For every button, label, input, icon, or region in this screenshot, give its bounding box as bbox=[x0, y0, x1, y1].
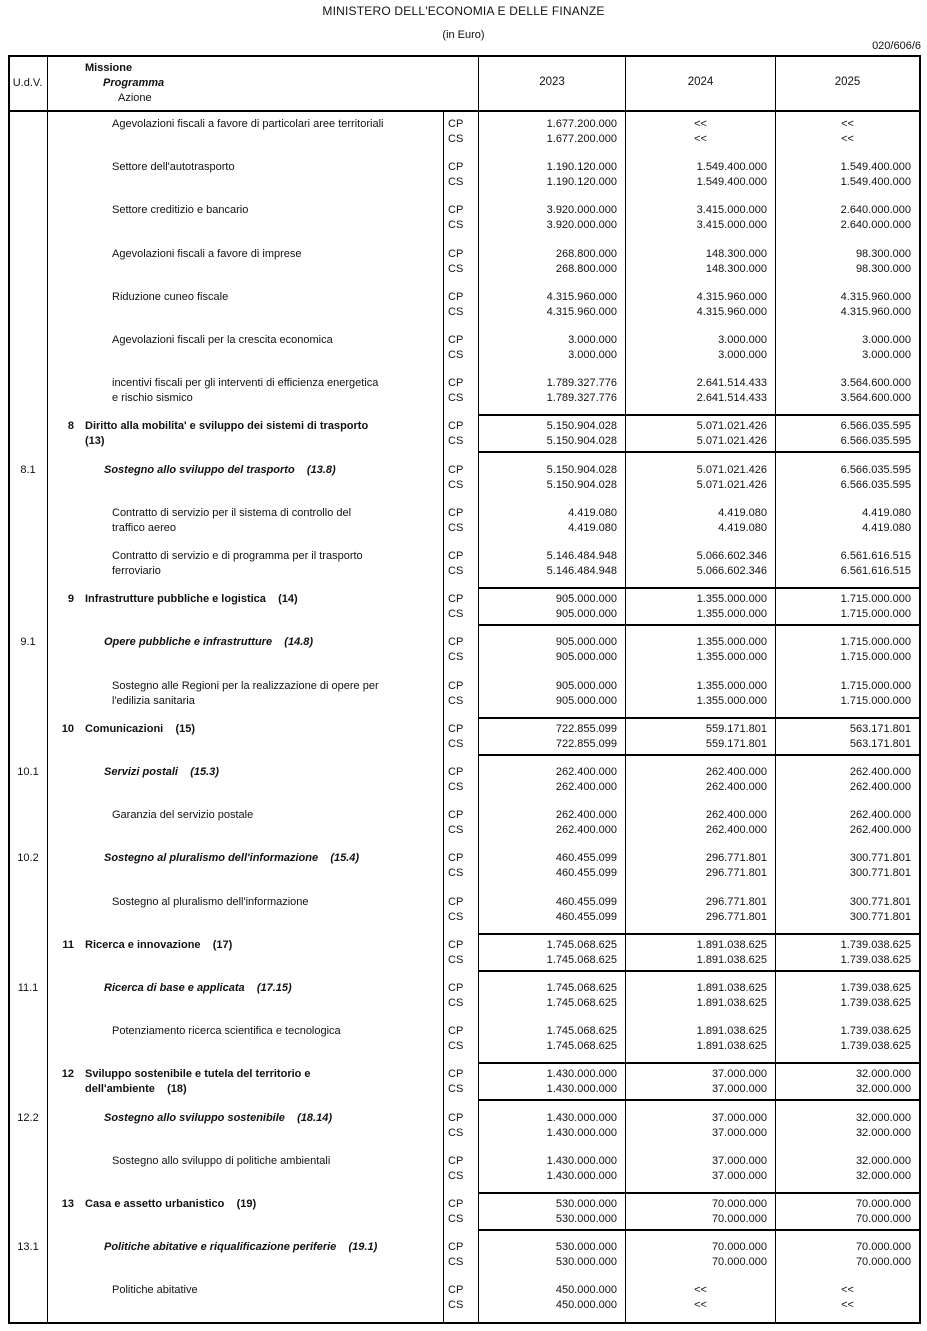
value-2023-cp: 1.745.068.625 bbox=[546, 939, 617, 951]
value-2025-cs: 32.000.000 bbox=[855, 1170, 911, 1182]
value-2023-cp: 5.150.904.028 bbox=[546, 464, 617, 476]
missione-label: Ricerca e innovazione (17) bbox=[85, 939, 233, 951]
cp-label: CP bbox=[448, 377, 464, 389]
value-2023-cs: 1.190.120.000 bbox=[546, 176, 617, 188]
value-2023-cs: 4.315.960.000 bbox=[546, 306, 617, 318]
cp-label: CP bbox=[448, 593, 464, 605]
value-2023-cp: 268.800.000 bbox=[555, 248, 617, 260]
ministry-title: MINISTERO DELL'ECONOMIA E DELLE FINANZE bbox=[322, 4, 605, 18]
cp-label: CP bbox=[448, 334, 464, 346]
value-2023-cs: 1.430.000.000 bbox=[546, 1083, 617, 1095]
cp-label: CP bbox=[448, 723, 464, 735]
cs-label: CS bbox=[448, 1299, 464, 1311]
value-2024-cs: 2.641.514.433 bbox=[696, 392, 767, 404]
cs-label: CS bbox=[448, 867, 464, 879]
value-2025-cp: 6.566.035.595 bbox=[840, 420, 911, 432]
value-2024-cs: 70.000.000 bbox=[711, 1256, 767, 1268]
cp-label: CP bbox=[448, 809, 464, 821]
cp-label: CP bbox=[448, 1068, 464, 1080]
value-2025-cp: << bbox=[841, 118, 854, 130]
value-2025-cp: 262.400.000 bbox=[849, 766, 911, 778]
programma-label: Servizi postali (15.3) bbox=[104, 766, 219, 778]
value-2025-cp: << bbox=[841, 1284, 854, 1296]
missione-number: 10 bbox=[61, 723, 74, 735]
value-2024-cp: 1.355.000.000 bbox=[696, 593, 767, 605]
udv-code: 10.1 bbox=[17, 766, 39, 778]
missione-number: 9 bbox=[67, 593, 74, 605]
cp-label: CP bbox=[448, 550, 464, 562]
value-2025-cs: << bbox=[841, 133, 854, 145]
azione-label: l'edilizia sanitaria bbox=[112, 695, 195, 707]
value-2025-cp: 300.771.801 bbox=[849, 852, 911, 864]
udv-code: 9.1 bbox=[20, 636, 36, 648]
azione-label: Sostegno al pluralismo dell'informazione bbox=[112, 896, 309, 908]
azione-label: Potenziamento ricerca scientifica e tecnologica bbox=[112, 1025, 341, 1037]
value-2023-cp: 4.315.960.000 bbox=[546, 291, 617, 303]
value-2023-cp: 905.000.000 bbox=[555, 636, 617, 648]
cp-label: CP bbox=[448, 464, 464, 476]
azione-label: Politiche abitative bbox=[112, 1284, 198, 1296]
value-2024-cp: 1.549.400.000 bbox=[696, 161, 767, 173]
missione-number: 8 bbox=[67, 420, 74, 432]
value-2023-cp: 905.000.000 bbox=[555, 593, 617, 605]
value-2023-cs: 1.430.000.000 bbox=[546, 1127, 617, 1139]
value-2024-cp: 37.000.000 bbox=[711, 1155, 767, 1167]
value-2023-cp: 905.000.000 bbox=[555, 680, 617, 692]
cp-label: CP bbox=[448, 118, 464, 130]
azione-label: incentivi fiscali per gli interventi di efficienza energetica bbox=[112, 377, 379, 389]
azione-label: traffico aereo bbox=[112, 522, 177, 534]
value-2024-cp: 5.071.021.426 bbox=[696, 464, 767, 476]
value-2024-cp: 148.300.000 bbox=[705, 248, 767, 260]
value-2023-cp: 530.000.000 bbox=[555, 1198, 617, 1210]
cs-label: CS bbox=[448, 435, 464, 447]
value-2025-cs: 2.640.000.000 bbox=[840, 219, 911, 231]
value-2023-cs: 1.677.200.000 bbox=[546, 133, 617, 145]
value-2023-cs: 530.000.000 bbox=[555, 1213, 617, 1225]
missione-label: Casa e assetto urbanistico (19) bbox=[85, 1198, 257, 1210]
cp-label: CP bbox=[448, 1025, 464, 1037]
value-2025-cs: 563.171.801 bbox=[849, 738, 911, 750]
value-2025-cp: 4.419.080 bbox=[862, 507, 911, 519]
azione-label: e rischio sismico bbox=[112, 392, 193, 404]
value-2025-cs: 300.771.801 bbox=[849, 911, 911, 923]
cp-label: CP bbox=[448, 1241, 464, 1253]
value-2023-cs: 4.419.080 bbox=[568, 522, 617, 534]
missione-label: Infrastrutture pubbliche e logistica (14) bbox=[85, 593, 298, 605]
value-2023-cp: 5.150.904.028 bbox=[546, 420, 617, 432]
missione-label: Diritto alla mobilita' e sviluppo dei sistemi di trasporto bbox=[85, 420, 369, 432]
cp-label: CP bbox=[448, 248, 464, 260]
value-2025-cs: 4.419.080 bbox=[862, 522, 911, 534]
value-2025-cp: 1.715.000.000 bbox=[840, 636, 911, 648]
cs-label: CS bbox=[448, 349, 464, 361]
value-2023-cs: 3.920.000.000 bbox=[546, 219, 617, 231]
value-2024-cp: << bbox=[694, 118, 707, 130]
value-2024-cs: 1.891.038.625 bbox=[696, 997, 767, 1009]
value-2023-cs: 905.000.000 bbox=[555, 651, 617, 663]
azione-label: Agevolazioni fiscali per la crescita economica bbox=[112, 334, 333, 346]
cs-label: CS bbox=[448, 651, 464, 663]
value-2024-cs: 262.400.000 bbox=[705, 781, 767, 793]
value-2023-cp: 1.789.327.776 bbox=[546, 377, 617, 389]
programma-header: Programma bbox=[103, 77, 165, 89]
value-2025-cs: 70.000.000 bbox=[855, 1213, 911, 1225]
programma-label: Politiche abitative e riqualificazione periferie (19.1) bbox=[104, 1241, 378, 1253]
value-2024-cs: 148.300.000 bbox=[705, 263, 767, 275]
cp-label: CP bbox=[448, 680, 464, 692]
value-2024-cs: 1.549.400.000 bbox=[696, 176, 767, 188]
value-2024-cp: 1.355.000.000 bbox=[696, 636, 767, 648]
value-2025-cp: 4.315.960.000 bbox=[840, 291, 911, 303]
value-2025-cp: 1.739.038.625 bbox=[840, 982, 911, 994]
azione-label: Garanzia del servizio postale bbox=[112, 809, 254, 821]
value-2025-cp: 70.000.000 bbox=[855, 1198, 911, 1210]
cs-label: CS bbox=[448, 608, 464, 620]
value-2024-cs: 1.355.000.000 bbox=[696, 695, 767, 707]
cs-label: CS bbox=[448, 954, 464, 966]
value-2024-cs: 5.071.021.426 bbox=[696, 435, 767, 447]
azione-label: Riduzione cuneo fiscale bbox=[112, 291, 229, 303]
value-2023-cp: 5.146.484.948 bbox=[546, 550, 617, 562]
cs-label: CS bbox=[448, 695, 464, 707]
value-2023-cs: 1.789.327.776 bbox=[546, 392, 617, 404]
value-2024-cp: 296.771.801 bbox=[705, 852, 767, 864]
value-2025-cs: 70.000.000 bbox=[855, 1256, 911, 1268]
value-2023-cs: 5.150.904.028 bbox=[546, 479, 617, 491]
value-2025-cp: 6.561.616.515 bbox=[840, 550, 911, 562]
value-2024-cs: 5.071.021.426 bbox=[696, 479, 767, 491]
azione-label: Contratto di servizio e di programma per il trasporto bbox=[112, 550, 363, 562]
programma-label: Sostegno al pluralismo dell'informazione (15.4) bbox=[104, 852, 360, 864]
cp-label: CP bbox=[448, 204, 464, 216]
year-header-2025: 2025 bbox=[834, 76, 861, 88]
cp-label: CP bbox=[448, 420, 464, 432]
value-2025-cs: << bbox=[841, 1299, 854, 1311]
document-code: 020/606/6 bbox=[872, 40, 921, 52]
value-2023-cs: 5.146.484.948 bbox=[546, 565, 617, 577]
value-2023-cs: 262.400.000 bbox=[555, 824, 617, 836]
value-2024-cp: 2.641.514.433 bbox=[696, 377, 767, 389]
value-2024-cp: 296.771.801 bbox=[705, 896, 767, 908]
value-2025-cp: 70.000.000 bbox=[855, 1241, 911, 1253]
value-2025-cp: 32.000.000 bbox=[855, 1155, 911, 1167]
value-2023-cp: 450.000.000 bbox=[555, 1284, 617, 1296]
value-2025-cp: 1.739.038.625 bbox=[840, 1025, 911, 1037]
value-2024-cp: << bbox=[694, 1284, 707, 1296]
programma-label: Sostegno allo sviluppo sostenibile (18.14) bbox=[104, 1112, 332, 1124]
value-2023-cp: 1.745.068.625 bbox=[546, 982, 617, 994]
azione-label: ferroviario bbox=[112, 565, 161, 577]
udv-code: 11.1 bbox=[17, 982, 39, 994]
value-2023-cp: 722.855.099 bbox=[555, 723, 617, 735]
value-2025-cp: 1.739.038.625 bbox=[840, 939, 911, 951]
value-2024-cs: 262.400.000 bbox=[705, 824, 767, 836]
value-2024-cs: 4.315.960.000 bbox=[696, 306, 767, 318]
value-2024-cp: 3.415.000.000 bbox=[696, 204, 767, 216]
missione-header: Missione bbox=[85, 62, 133, 74]
cs-label: CS bbox=[448, 738, 464, 750]
value-2023-cp: 1.190.120.000 bbox=[546, 161, 617, 173]
year-header-2024: 2024 bbox=[687, 76, 714, 88]
value-2025-cs: 32.000.000 bbox=[855, 1083, 911, 1095]
cs-label: CS bbox=[448, 1170, 464, 1182]
programma-label: Sostegno allo sviluppo del trasporto (13.8) bbox=[104, 464, 336, 476]
value-2024-cs: 1.891.038.625 bbox=[696, 954, 767, 966]
cp-label: CP bbox=[448, 1198, 464, 1210]
cs-label: CS bbox=[448, 263, 464, 275]
cs-label: CS bbox=[448, 176, 464, 188]
value-2025-cp: 1.715.000.000 bbox=[840, 680, 911, 692]
value-2025-cs: 32.000.000 bbox=[855, 1127, 911, 1139]
value-2024-cs: << bbox=[694, 133, 707, 145]
cs-label: CS bbox=[448, 781, 464, 793]
value-2024-cp: 4.419.080 bbox=[718, 507, 767, 519]
cp-label: CP bbox=[448, 1284, 464, 1296]
value-2024-cp: 4.315.960.000 bbox=[696, 291, 767, 303]
azione-label: Sostegno alle Regioni per la realizzazione di opere per bbox=[112, 680, 379, 692]
value-2025-cs: 6.566.035.595 bbox=[840, 435, 911, 447]
value-2025-cp: 300.771.801 bbox=[849, 896, 911, 908]
cs-label: CS bbox=[448, 392, 464, 404]
value-2023-cs: 450.000.000 bbox=[555, 1299, 617, 1311]
cp-label: CP bbox=[448, 982, 464, 994]
value-2025-cs: 1.715.000.000 bbox=[840, 608, 911, 620]
value-2023-cs: 262.400.000 bbox=[555, 781, 617, 793]
value-2024-cp: 1.891.038.625 bbox=[696, 982, 767, 994]
cs-label: CS bbox=[448, 911, 464, 923]
value-2025-cs: 3.564.600.000 bbox=[840, 392, 911, 404]
value-2024-cs: 37.000.000 bbox=[711, 1127, 767, 1139]
value-2023-cs: 1.430.000.000 bbox=[546, 1170, 617, 1182]
cs-label: CS bbox=[448, 1083, 464, 1095]
cp-label: CP bbox=[448, 636, 464, 648]
value-2023-cs: 530.000.000 bbox=[555, 1256, 617, 1268]
value-2023-cp: 460.455.099 bbox=[555, 896, 617, 908]
value-2024-cp: 5.071.021.426 bbox=[696, 420, 767, 432]
value-2023-cs: 5.150.904.028 bbox=[546, 435, 617, 447]
value-2025-cp: 32.000.000 bbox=[855, 1112, 911, 1124]
cs-label: CS bbox=[448, 219, 464, 231]
value-2024-cs: 4.419.080 bbox=[718, 522, 767, 534]
value-2023-cs: 1.745.068.625 bbox=[546, 997, 617, 1009]
value-2025-cs: 98.300.000 bbox=[855, 263, 911, 275]
missione-label: dell'ambiente (18) bbox=[85, 1083, 187, 1095]
value-2023-cs: 460.455.099 bbox=[555, 867, 617, 879]
cp-label: CP bbox=[448, 896, 464, 908]
value-2024-cp: 1.891.038.625 bbox=[696, 1025, 767, 1037]
value-2025-cs: 6.561.616.515 bbox=[840, 565, 911, 577]
value-2024-cp: 262.400.000 bbox=[705, 809, 767, 821]
value-2025-cs: 4.315.960.000 bbox=[840, 306, 911, 318]
value-2024-cs: 37.000.000 bbox=[711, 1170, 767, 1182]
cp-label: CP bbox=[448, 1155, 464, 1167]
value-2025-cs: 3.000.000 bbox=[862, 349, 911, 361]
cp-label: CP bbox=[448, 766, 464, 778]
value-2023-cs: 1.745.068.625 bbox=[546, 1040, 617, 1052]
value-2023-cs: 1.745.068.625 bbox=[546, 954, 617, 966]
value-2025-cs: 1.739.038.625 bbox=[840, 1040, 911, 1052]
value-2024-cp: 70.000.000 bbox=[711, 1198, 767, 1210]
azione-label: Agevolazioni fiscali a favore di particolari aree territoriali bbox=[112, 118, 384, 130]
value-2025-cp: 1.549.400.000 bbox=[840, 161, 911, 173]
cs-label: CS bbox=[448, 565, 464, 577]
azione-label: Settore creditizio e bancario bbox=[112, 204, 249, 216]
missione-number: 11 bbox=[62, 939, 74, 951]
missione-label: Sviluppo sostenibile e tutela del territorio e bbox=[85, 1068, 311, 1080]
cs-label: CS bbox=[448, 824, 464, 836]
value-2024-cp: 1.891.038.625 bbox=[696, 939, 767, 951]
value-2024-cp: 70.000.000 bbox=[711, 1241, 767, 1253]
value-2023-cs: 722.855.099 bbox=[555, 738, 617, 750]
value-2023-cs: 905.000.000 bbox=[555, 608, 617, 620]
value-2025-cs: 1.739.038.625 bbox=[840, 997, 911, 1009]
value-2025-cs: 6.566.035.595 bbox=[840, 479, 911, 491]
value-2025-cs: 1.715.000.000 bbox=[840, 695, 911, 707]
cs-label: CS bbox=[448, 1127, 464, 1139]
value-2023-cp: 1.677.200.000 bbox=[546, 118, 617, 130]
cs-label: CS bbox=[448, 522, 464, 534]
cs-label: CS bbox=[448, 1256, 464, 1268]
value-2025-cp: 6.566.035.595 bbox=[840, 464, 911, 476]
value-2023-cp: 530.000.000 bbox=[555, 1241, 617, 1253]
value-2025-cp: 1.715.000.000 bbox=[840, 593, 911, 605]
missione-number: 12 bbox=[61, 1068, 74, 1080]
cs-label: CS bbox=[448, 1213, 464, 1225]
cs-label: CS bbox=[448, 306, 464, 318]
programma-label: Ricerca di base e applicata (17.15) bbox=[104, 982, 292, 994]
value-2024-cs: 559.171.801 bbox=[705, 738, 767, 750]
value-2024-cs: 296.771.801 bbox=[705, 911, 767, 923]
value-2024-cs: 1.355.000.000 bbox=[696, 651, 767, 663]
value-2025-cs: 262.400.000 bbox=[849, 824, 911, 836]
value-2025-cs: 1.715.000.000 bbox=[840, 651, 911, 663]
value-2023-cs: 268.800.000 bbox=[555, 263, 617, 275]
value-2023-cp: 4.419.080 bbox=[568, 507, 617, 519]
cs-label: CS bbox=[448, 1040, 464, 1052]
azione-label: Contratto di servizio per il sistema di controllo del bbox=[112, 507, 352, 519]
value-2024-cs: 3.415.000.000 bbox=[696, 219, 767, 231]
cp-label: CP bbox=[448, 291, 464, 303]
missione-number: 13 bbox=[61, 1198, 74, 1210]
value-2024-cp: 37.000.000 bbox=[711, 1068, 767, 1080]
value-2024-cp: 5.066.602.346 bbox=[696, 550, 767, 562]
value-2025-cp: 262.400.000 bbox=[849, 809, 911, 821]
missione-label: Comunicazioni (15) bbox=[85, 723, 196, 735]
value-2025-cp: 32.000.000 bbox=[855, 1068, 911, 1080]
value-2025-cs: 1.549.400.000 bbox=[840, 176, 911, 188]
value-2024-cs: << bbox=[694, 1299, 707, 1311]
value-2025-cs: 300.771.801 bbox=[849, 867, 911, 879]
cp-label: CP bbox=[448, 852, 464, 864]
cp-label: CP bbox=[448, 161, 464, 173]
value-2023-cp: 460.455.099 bbox=[555, 852, 617, 864]
value-2023-cp: 1.430.000.000 bbox=[546, 1112, 617, 1124]
cp-label: CP bbox=[448, 1112, 464, 1124]
value-2025-cs: 1.739.038.625 bbox=[840, 954, 911, 966]
cs-label: CS bbox=[448, 479, 464, 491]
value-2024-cp: 1.355.000.000 bbox=[696, 680, 767, 692]
cs-label: CS bbox=[448, 997, 464, 1009]
value-2025-cp: 98.300.000 bbox=[855, 248, 911, 260]
currency-note: (in Euro) bbox=[442, 29, 485, 41]
value-2024-cs: 1.355.000.000 bbox=[696, 608, 767, 620]
value-2024-cs: 37.000.000 bbox=[711, 1083, 767, 1095]
value-2023-cp: 1.430.000.000 bbox=[546, 1155, 617, 1167]
year-header-2023: 2023 bbox=[539, 76, 565, 88]
missione-label: (13) bbox=[85, 435, 105, 447]
value-2024-cs: 1.891.038.625 bbox=[696, 1040, 767, 1052]
value-2025-cp: 3.000.000 bbox=[862, 334, 911, 346]
value-2023-cp: 3.920.000.000 bbox=[546, 204, 617, 216]
cp-label: CP bbox=[448, 507, 464, 519]
programma-label: Opere pubbliche e infrastrutture (14.8) bbox=[104, 636, 314, 648]
cp-label: CP bbox=[448, 939, 464, 951]
value-2024-cp: 37.000.000 bbox=[711, 1112, 767, 1124]
value-2024-cp: 559.171.801 bbox=[705, 723, 767, 735]
value-2023-cp: 262.400.000 bbox=[555, 766, 617, 778]
value-2025-cp: 3.564.600.000 bbox=[840, 377, 911, 389]
value-2025-cp: 2.640.000.000 bbox=[840, 204, 911, 216]
value-2023-cp: 3.000.000 bbox=[568, 334, 617, 346]
udv-code: 8.1 bbox=[20, 464, 36, 476]
value-2023-cp: 1.430.000.000 bbox=[546, 1068, 617, 1080]
value-2023-cs: 905.000.000 bbox=[555, 695, 617, 707]
cs-label: CS bbox=[448, 133, 464, 145]
value-2024-cs: 3.000.000 bbox=[718, 349, 767, 361]
value-2024-cs: 296.771.801 bbox=[705, 867, 767, 879]
value-2024-cp: 262.400.000 bbox=[705, 766, 767, 778]
value-2023-cp: 262.400.000 bbox=[555, 809, 617, 821]
value-2023-cp: 1.745.068.625 bbox=[546, 1025, 617, 1037]
value-2024-cp: 3.000.000 bbox=[718, 334, 767, 346]
value-2024-cs: 70.000.000 bbox=[711, 1213, 767, 1225]
azione-label: Sostegno allo sviluppo di politiche ambientali bbox=[112, 1155, 331, 1167]
udv-header: U.d.V. bbox=[12, 77, 43, 89]
azione-label: Agevolazioni fiscali a favore di imprese bbox=[112, 248, 302, 260]
value-2023-cs: 3.000.000 bbox=[568, 349, 617, 361]
udv-code: 10.2 bbox=[17, 852, 39, 864]
azione-label: Settore dell'autotrasporto bbox=[112, 161, 235, 173]
value-2024-cs: 5.066.602.346 bbox=[696, 565, 767, 577]
azione-header: Azione bbox=[118, 92, 152, 104]
udv-code: 12.2 bbox=[17, 1112, 39, 1124]
value-2025-cp: 563.171.801 bbox=[849, 723, 911, 735]
value-2025-cs: 262.400.000 bbox=[849, 781, 911, 793]
value-2023-cs: 460.455.099 bbox=[555, 911, 617, 923]
udv-code: 13.1 bbox=[17, 1241, 39, 1253]
